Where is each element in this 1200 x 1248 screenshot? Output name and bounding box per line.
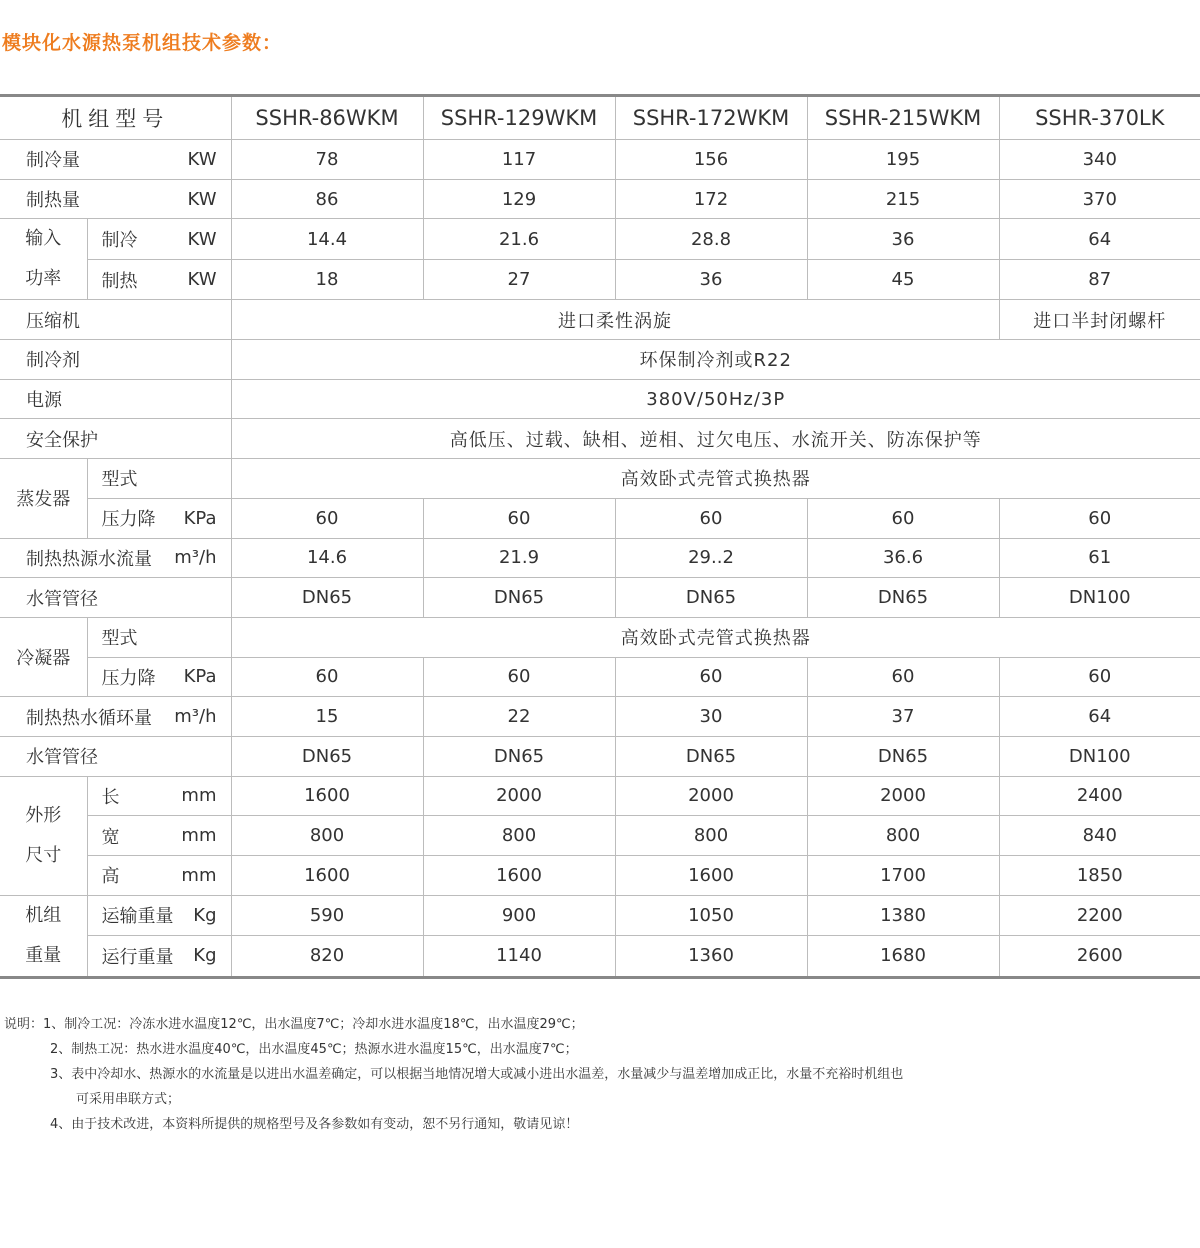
note-item: 3、表中冷却水、热源水的水流量是以进出水温差确定，可以根据当地情况增大或减小进出水温差，水量减少与温差增加成正比，水量不充裕时机组也 [50, 1067, 904, 1082]
dimension-height-row [0, 856, 1200, 896]
value-cell: DN65 [423, 736, 615, 776]
row-label: 长 [101, 786, 120, 808]
unit-label: mm [181, 825, 217, 847]
note-item: 2、制热工况：热水进水温度40℃，出水温度45℃；热源水进水温度15℃，出水温度7℃； [50, 1042, 578, 1057]
row-label: 压力降 [101, 667, 156, 689]
unit-label: KW [187, 269, 217, 291]
model-name: SSHR-215WKM [807, 96, 999, 140]
value-cell: 87 [999, 259, 1200, 300]
value-cell: 370 [999, 179, 1200, 219]
value-cell: 60 [423, 498, 615, 538]
value-cell: 1850 [999, 856, 1200, 896]
value-cell: 30 [615, 697, 807, 737]
row-label: 水管管径 [0, 736, 231, 776]
model-name: SSHR-172WKM [615, 96, 807, 140]
value-cell: 60 [231, 498, 423, 538]
value-cell: DN65 [807, 736, 999, 776]
group-label-line: 机组 [25, 904, 62, 926]
condenser-type-row [0, 617, 1200, 657]
value-cell: 800 [615, 816, 807, 856]
value-cell: 高效卧式壳管式换热器 [231, 459, 1200, 499]
value-cell: 60 [231, 657, 423, 697]
unit-label: KW [187, 188, 217, 210]
condenser-pressure-row [0, 657, 1200, 697]
heating-capacity-row [0, 179, 1200, 219]
value-cell: 78 [231, 140, 423, 180]
page-title: 模块化水源热泵机组技术参数： [2, 32, 283, 54]
value-cell: 36 [807, 219, 999, 260]
row-label: 制热量 [26, 190, 80, 212]
value-cell: 14.6 [231, 538, 423, 578]
value-cell: 195 [807, 140, 999, 180]
value-cell: 1600 [615, 856, 807, 896]
row-label: 运输重量 [101, 906, 174, 928]
value-cell: 21.9 [423, 538, 615, 578]
pipe-diameter-row-2 [0, 736, 1200, 776]
value-cell: 800 [231, 816, 423, 856]
row-label: 制热热水循环量 [26, 707, 152, 729]
value-cell: 2000 [807, 776, 999, 816]
value-cell: 60 [615, 498, 807, 538]
value-cell: 1600 [231, 856, 423, 896]
input-power-cooling-row [0, 219, 1200, 260]
group-label-line: 功率 [25, 268, 62, 290]
unit-label: KW [187, 148, 217, 170]
value-cell: 14.4 [231, 219, 423, 260]
row-label: 压缩机 [0, 300, 231, 340]
value-cell: 60 [423, 657, 615, 697]
model-name: SSHR-370LK [999, 96, 1200, 140]
source-water-flow-row [0, 538, 1200, 578]
value-cell: 60 [999, 657, 1200, 697]
value-cell: 1600 [231, 776, 423, 816]
value-cell: 172 [615, 179, 807, 219]
value-cell: 2200 [999, 895, 1200, 935]
dimension-width-row [0, 816, 1200, 856]
value-cell: 21.6 [423, 219, 615, 260]
group-label-line: 外形 [25, 804, 62, 826]
note-item: 4、由于技术改进，本资料所提供的规格型号及各参数如有变动，恕不另行通知，敬请见谅！ [50, 1117, 579, 1132]
hot-water-flow-row [0, 697, 1200, 737]
value-cell: 1380 [807, 895, 999, 935]
shipping-weight-row [0, 895, 1200, 935]
group-label-line: 重量 [25, 944, 62, 966]
value-cell: 60 [807, 498, 999, 538]
value-cell: 进口半封闭螺杆 [999, 300, 1200, 340]
value-cell: 60 [999, 498, 1200, 538]
value-cell: 2000 [423, 776, 615, 816]
dimension-length-row [0, 776, 1200, 816]
value-cell: 60 [807, 657, 999, 697]
value-cell: 156 [615, 140, 807, 180]
row-label: 制热热源水流量 [26, 548, 152, 570]
spec-table [0, 94, 1200, 979]
group-label-condenser: 冷凝器 [0, 617, 87, 696]
value-cell: 环保制冷剂或R22 [231, 340, 1200, 380]
value-cell: DN65 [231, 736, 423, 776]
row-label: 水管管径 [0, 578, 231, 618]
value-cell: 86 [231, 179, 423, 219]
value-cell: 高效卧式壳管式换热器 [231, 617, 1200, 657]
model-name: SSHR-86WKM [231, 96, 423, 140]
note-item [4, 1012, 903, 1037]
value-cell: 进口柔性涡旋 [231, 300, 999, 340]
value-cell: 380V/50Hz/3P [231, 379, 1200, 419]
row-label: 制热 [101, 270, 138, 292]
value-cell: 61 [999, 538, 1200, 578]
row-label: 压力降 [101, 509, 156, 531]
group-label-input-power [0, 219, 87, 300]
unit-label: KPa [183, 666, 217, 688]
safety-row [0, 419, 1200, 459]
header-row [0, 96, 1200, 140]
evaporator-type-row [0, 459, 1200, 499]
group-label-evaporator: 蒸发器 [0, 459, 87, 538]
note-item: 可采用串联方式； [76, 1092, 181, 1107]
row-label: 型式 [87, 617, 231, 657]
unit-label: m³/h [174, 547, 217, 569]
value-cell: 18 [231, 259, 423, 300]
value-cell: DN65 [423, 578, 615, 618]
notes [4, 1012, 903, 1137]
unit-label: mm [181, 864, 217, 886]
value-cell: 45 [807, 259, 999, 300]
unit-label: Kg [193, 945, 217, 967]
value-cell: 800 [807, 816, 999, 856]
value-cell: 1680 [807, 936, 999, 978]
value-cell: 340 [999, 140, 1200, 180]
value-cell: 2000 [615, 776, 807, 816]
group-label-line: 输入 [25, 228, 62, 250]
note-text: 1、制冷工况：冷冻水进水温度12℃，出水温度7℃；冷却水进水温度18℃，出水温度29℃； [43, 1017, 584, 1032]
value-cell: DN65 [807, 578, 999, 618]
group-label-line: 尺寸 [25, 844, 62, 866]
unit-label: KPa [183, 507, 217, 529]
operating-weight-row [0, 936, 1200, 978]
value-cell: 129 [423, 179, 615, 219]
value-cell: 27 [423, 259, 615, 300]
unit-label: mm [181, 785, 217, 807]
value-cell: DN65 [615, 578, 807, 618]
row-label: 高 [101, 866, 120, 888]
value-cell: 64 [999, 697, 1200, 737]
unit-label: Kg [193, 904, 217, 926]
value-cell: 2400 [999, 776, 1200, 816]
value-cell: 15 [231, 697, 423, 737]
row-label: 制冷剂 [0, 340, 231, 380]
value-cell: 1050 [615, 895, 807, 935]
compressor-row [0, 300, 1200, 340]
row-label: 制冷 [101, 230, 138, 252]
row-label: 运行重量 [101, 946, 174, 968]
value-cell: 1140 [423, 936, 615, 978]
refrigerant-row [0, 340, 1200, 380]
cooling-capacity-row [0, 140, 1200, 180]
value-cell: 900 [423, 895, 615, 935]
value-cell: 117 [423, 140, 615, 180]
unit-label: KW [187, 228, 217, 250]
input-power-heating-row [0, 259, 1200, 300]
model-name: SSHR-129WKM [423, 96, 615, 140]
notes-prefix: 说明： [4, 1017, 44, 1032]
value-cell: 1600 [423, 856, 615, 896]
value-cell: DN100 [999, 736, 1200, 776]
value-cell: 840 [999, 816, 1200, 856]
unit-label: m³/h [174, 706, 217, 728]
row-label: 制冷量 [26, 150, 80, 172]
value-cell: 36 [615, 259, 807, 300]
row-label: 安全保护 [0, 419, 231, 459]
value-cell: 36.6 [807, 538, 999, 578]
evaporator-pressure-row [0, 498, 1200, 538]
row-label: 型式 [87, 459, 231, 499]
model-header-label: 机组型号 [0, 96, 231, 140]
power-supply-row [0, 379, 1200, 419]
value-cell: 高低压、过载、缺相、逆相、过欠电压、水流开关、防冻保护等 [231, 419, 1200, 459]
value-cell: DN65 [615, 736, 807, 776]
value-cell: 820 [231, 936, 423, 978]
value-cell: 64 [999, 219, 1200, 260]
row-label: 宽 [101, 826, 120, 848]
value-cell: 22 [423, 697, 615, 737]
row-label: 电源 [0, 379, 231, 419]
pipe-diameter-row-1 [0, 578, 1200, 618]
value-cell: 1360 [615, 936, 807, 978]
value-cell: DN100 [999, 578, 1200, 618]
value-cell: 800 [423, 816, 615, 856]
value-cell: 2600 [999, 936, 1200, 978]
value-cell: 37 [807, 697, 999, 737]
value-cell: 29..2 [615, 538, 807, 578]
group-label-weight [0, 895, 87, 977]
value-cell: 215 [807, 179, 999, 219]
value-cell: 590 [231, 895, 423, 935]
value-cell: 1700 [807, 856, 999, 896]
value-cell: 60 [615, 657, 807, 697]
group-label-dimensions [0, 776, 87, 895]
value-cell: DN65 [231, 578, 423, 618]
value-cell: 28.8 [615, 219, 807, 260]
